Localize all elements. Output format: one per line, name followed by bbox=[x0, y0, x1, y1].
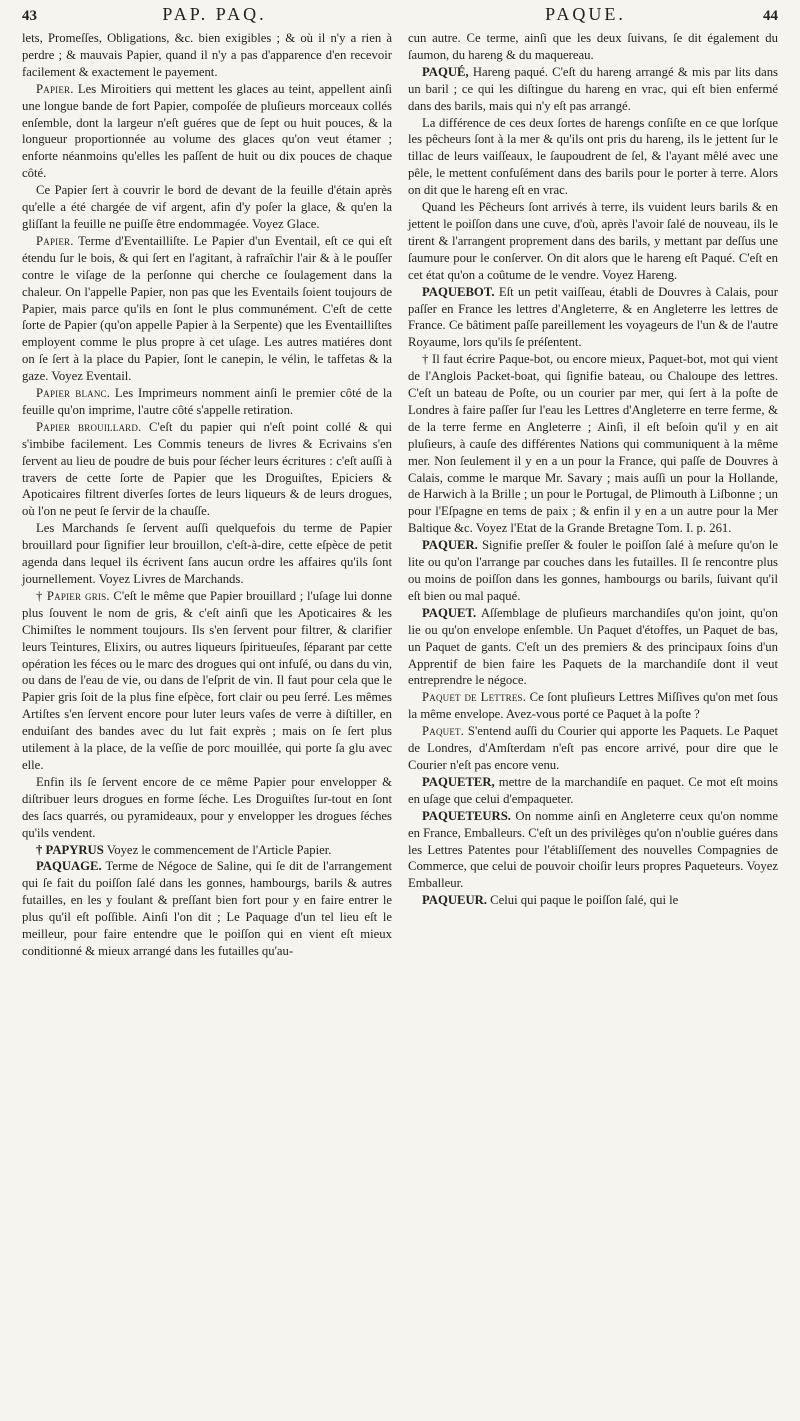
entry-text: lets, Promeſſes, Obligations, &c. bien exigibles ; & où il n'y a rien à perdre ; & mauvais Papier, quand il n'y a pas d'apparence d'en recevoir facilement & exactement le payement. bbox=[22, 31, 392, 79]
entry-text: Eſt un petit vaiſſeau, établi de Douvres à Calais, pour paſſer en France les lettres d'Angleterre, & en Angleterre les lettres de France. Ce bâtiment paſſe pareillement les voyageurs de l'un & de l'autre Royaume, lors qu'ils ſe préſentent. bbox=[408, 284, 778, 350]
dictionary-entry bbox=[22, 233, 392, 385]
entry-text: Signifie preſſer & fouler le poiſſon ſalé à meſure qu'on le lite ou qu'on l'arrange par couches dans les futailles. Il ſe rencontre plus ou moins de poiſſon dans les gonnes, hambourgs ou barils, ſuivant qu'il eſt bien ou mal paqué. bbox=[408, 538, 778, 603]
entry-text: Enfin ils ſe ſervent encore de ce même Papier pour envelopper & diſtribuer leurs drogues en forme ſéche. Les Droguiſtes ſur-tout en ſont des ſacs quarrés, ou pyramideaux, pour y envelopper les drogues ſéches qu'ils vendent. bbox=[22, 774, 392, 840]
entry-text: On nomme ainſi en Angleterre ceux qu'on nomme en France, Emballeurs. C'eſt un des privilèges qu'on n'oublie guéres dans les Lettres Patentes pour l'établiſſement des nouvelles Compagnies de Commerce, que celui de pouvoir choiſir leurs propres Paqueteurs. Voyez Emballeur. bbox=[408, 808, 778, 891]
entry-headword: Papier blanc. bbox=[36, 386, 111, 401]
entry-headword: PAQUEBOT. bbox=[422, 284, 495, 299]
entry-headword: PAQUETER, bbox=[422, 774, 495, 789]
entry-text: La différence de ces deux ſortes de harengs conſiſte en ce que lorſque les pêcheurs ſont à la mer & qu'ils ont pris du hareng, ils le jettent ſur le tillac de leurs vaiſſeaux, le ſaupoudrent de ſel, & l'ayant mêlé avec une pêle, le mettent confuſément dans des barils pour le porter à terre. Alors on dit que le hareng eſt en vrac. bbox=[408, 115, 778, 198]
dictionary-entry bbox=[408, 689, 778, 723]
left-column bbox=[22, 30, 392, 960]
dictionary-entry bbox=[408, 723, 778, 774]
right-column bbox=[408, 30, 778, 960]
entry-headword: † PAPYRUS bbox=[36, 842, 104, 857]
dictionary-entry bbox=[22, 774, 392, 842]
left-running-head: PAP. PAQ. bbox=[162, 4, 267, 24]
entry-headword: PAQUÉ, bbox=[422, 64, 469, 79]
entry-headword: PAQUEUR. bbox=[422, 893, 487, 908]
entry-text: Celui qui paque le poiſſon ſalé, qui le bbox=[486, 893, 679, 908]
entry-text: Les Marchands ſe ſervent auſſi quelquefois du terme de Papier brouillard pour ſignifier leur brouillon, c'eſt-à-dire, cette eſpèce de petit agenda dans lequel ils écrivent ſans aucun ordre les affaires qu'ils ſont journellement. Voyez Livres de Marchands. bbox=[22, 521, 392, 586]
right-page-number: 44 bbox=[763, 8, 778, 24]
entry-text: Aſſemblage de pluſieurs marchandiſes qu'on joint, qu'on lie ou qu'on envelope enſemble. Un Paquet d'étoffes, un Paquet de bas, un Paquet de gants. C'eſt un des premiers & des principaux ſoins d'un Apprentif de bien faire les Paquets de la marchandiſe dont il veut entreprendre le négoce. bbox=[408, 605, 778, 688]
entry-text: † Il faut écrire Paque-bot, ou encore mieux, Paquet-bot, mot qui vient de l'Anglois Packet-boat, qui ſignifie bateau, ou Chaloupe des lettres. C'eſt un bateau de Poſte, ou un courier par mer, qui ſert à la poſte de Londres à faire paſſer ſur l'eau les Lettres d'Angleterre en terre ferme, & de la terre ferme en Angleterre ; Ainſi, il eſt beſoin qu'il y en ait pluſieurs, à cauſe des différentes Nations qui communiquent à la même mer. Non ſeulement il y en a un pour la France, qui paſſe de Douvres à Calais, comme le marque Mr. Savary ; mais auſſi un pour la Hollande, de Harwich à la Brille ; un pour le Portugal, de Plimouth à Liſbonne ; un pour l'Eſpagne en tems de paix ; & enfin il y en a un autre pour la Mer Baltique &c. Voyez l'Etat de la Grande Bretagne Tom. I. p. 261. bbox=[408, 352, 778, 536]
dictionary-entry bbox=[22, 842, 392, 859]
dictionary-entry bbox=[22, 81, 392, 182]
entry-headword: Paquet. bbox=[422, 724, 465, 739]
header-right bbox=[408, 4, 778, 25]
entry-headword: Papier. bbox=[36, 81, 74, 96]
entry-text: mettre de la marchandiſe en paquet. Ce mot eſt moins en uſage que celui d'empaqueter. bbox=[408, 774, 778, 806]
header-left bbox=[22, 4, 392, 25]
entry-text: cun autre. Ce terme, ainſi que les deux ſuivans, ſe dit également du ſaumon, du hareng & du maquereau. bbox=[408, 31, 778, 62]
dictionary-entry bbox=[22, 588, 392, 774]
dictionary-entry bbox=[408, 64, 778, 115]
left-page-number: 43 bbox=[22, 8, 37, 24]
dictionary-entry bbox=[408, 199, 778, 284]
dictionary-entry bbox=[408, 892, 778, 909]
entry-text: Ce Papier ſert à couvrir le bord de devant de la feuille d'étain après qu'elle a été chargée de vif argent, afin d'y poſer la glace, & qu'en la gliſſant la feuille ne puiſſe être endommagée. Voyez Glace. bbox=[22, 183, 392, 231]
entry-text: S'entend auſſi du Courier qui apporte les Paquets. Le Paquet de Londres, d'Amſterdam n'eſt pas encore arrivé, pour dire que le Courier n'eſt pas encore venu. bbox=[408, 724, 778, 772]
entry-text: Terme de Négoce de Saline, qui ſe dit de l'arrangement qui ſe fait du poiſſon ſalé dans les gonnes, hambourgs, barils & autres futailles, en les y foulant & preſſant bien fort pour y en faire entrer le plus qu'il eſt poſſible. Ainſi l'on dit ; Le Paquage d'un tel lieu eſt le meilleur, pour faire entendre que le poiſſon qui en vient eſt mieux conditionné & mieux arrangé dans les futailles qu'au- bbox=[22, 859, 392, 958]
dictionary-entry bbox=[408, 808, 778, 893]
dictionary-entry bbox=[408, 115, 778, 200]
entry-text: Ce ſont pluſieurs Lettres Miſſives qu'on met ſous la même envelope. Avez-vous porté ce Paquet à la poſte ? bbox=[408, 690, 778, 722]
dictionary-entry bbox=[22, 858, 392, 959]
dictionary-entry bbox=[22, 385, 392, 419]
entry-text: Les Imprimeurs nomment ainſi le premier côté de la feuille qu'on imprime, l'autre côté s'appelle retiration. bbox=[22, 386, 392, 417]
entry-text: Voyez le commencement de l'Article Papier. bbox=[103, 842, 332, 857]
entry-headword: PAQUETEURS. bbox=[422, 808, 511, 823]
entry-text: C'eſt du papier qui n'eſt point collé & qui s'imbibe facilement. Les Commis teneurs de livres & Ecrivains s'en ſervent au lieu de poudre de buis pour ſécher leurs écritures : c'eſt auſſi à travers de cette ſorte de Papier que les Droguiſtes, Epiciers & Apoticaires filtrent diverſes ſortes de leurs liqueurs & de leurs drogues, où l'on ne peut ſe ſervir de la chauſſe. bbox=[22, 419, 392, 519]
entry-headword: PAQUAGE. bbox=[36, 859, 102, 874]
page-header bbox=[22, 4, 778, 30]
dictionary-entry bbox=[22, 182, 392, 233]
entry-headword: † Papier gris. bbox=[36, 588, 110, 603]
entry-headword: PAQUET. bbox=[422, 605, 477, 620]
entry-text: C'eſt le même que Papier brouillard ; l'uſage lui donne plus ſouvent le nom de gris, & c'eſt ainſi que les Apoticaires & les Chimiſtes le nomment toujours. Ils s'en ſervent pour filtrer, & clarifier leurs Teintures, Elixirs, ou autres liqueurs ſpiritueuſes, ſéparant par cette opération les féces ou le marc des drogues qui ont infuſé, ou dans du vin, ou dans de l'eau de vie, ou dans de l'eſprit de vin. Il faut pour cela que le Papier gris ſoit de la plus fine eſpèce, fort clair ou peu ſerré. Les mêmes Artiſtes s'en ſervent encore pour luter leurs vaſes de verre à diſtiller, en enduiſant des bandes avec du lut fait exprès ; mais on ſe ſert plus utilement à la place, de la veſſie de porc mouillée, qui porte ſa glu avec elle. bbox=[22, 588, 393, 772]
dictionary-entry bbox=[408, 284, 778, 352]
right-running-head: PAQUE. bbox=[545, 4, 626, 24]
dictionary-entry bbox=[408, 351, 778, 537]
text-columns bbox=[22, 30, 778, 960]
dictionary-entry bbox=[408, 774, 778, 808]
dictionary-entry bbox=[22, 419, 392, 520]
entry-text: Hareng paqué. C'eſt du hareng arrangé & mis par lits dans un baril ; ce qui les diſtingue du hareng en vrac, qui eſt bien enfermé dans des barils, mais qui n'y eſt pas arrangé. bbox=[408, 64, 778, 113]
entry-headword: Papier. bbox=[36, 233, 74, 248]
dictionary-entry bbox=[408, 605, 778, 690]
entry-headword: PAQUER. bbox=[422, 538, 478, 553]
dictionary-entry bbox=[408, 537, 778, 605]
entry-text: Quand les Pêcheurs ſont arrivés à terre, ils vuident leurs barils & en jettent le poiſſon dans une cuve, d'où, après l'avoir ſalé de nouveau, ils le tirent & l'arrangent proprement dans des barils, y mettant par deſſus une ſaumure pour le conſerver. On dit alors que le hareng eſt Paqué. C'eſt en cet état qu'on a coûtume de le vendre. Voyez Hareng. bbox=[408, 200, 778, 282]
entry-text: Les Miroitiers qui mettent les glaces au teint, appellent ainſi une longue bande de fort Papier, compoſée de pluſieurs morceaux collés enſemble, dont la largeur n'eſt guéres que de ſept ou huit pouces, & la longueur proportionnée au volume des glaces qu'on veut étamer ; enforte néanmoins qu'elles les paſſent de huit ou dix pouces de chaque côté. bbox=[22, 81, 392, 181]
entry-headword: Paquet de Lettres. bbox=[422, 690, 527, 705]
entry-text: Terme d'Eventailliſte. Le Papier d'un Eventail, eſt ce qui eſt étendu ſur le bois, & qui ſert en l'agitant, à rafraîchir l'air & à le pouſſer contre le viſage de la perſonne qui cherche ce ſoulagement dans la chaleur. On l'appelle Papier, non pas que les Eventails ſoient toujours de Papier, mais parce qu'ils en ſont le plus communément. C'eſt de cette ſorte de Papier (qu'on appelle Papier à la Serpente) que les Eventailliſtes employent comme le plus propre à cet uſage. Les autres matiéres dont on ſe ſert à la place du Papier, ſont le canepin, le vélin, le taffetas & la gaze. Voyez Eventail. bbox=[22, 233, 392, 384]
entry-headword: Papier brouillard. bbox=[36, 419, 142, 434]
dictionary-entry bbox=[408, 30, 778, 64]
dictionary-entry bbox=[22, 520, 392, 588]
dictionary-entry bbox=[22, 30, 392, 81]
